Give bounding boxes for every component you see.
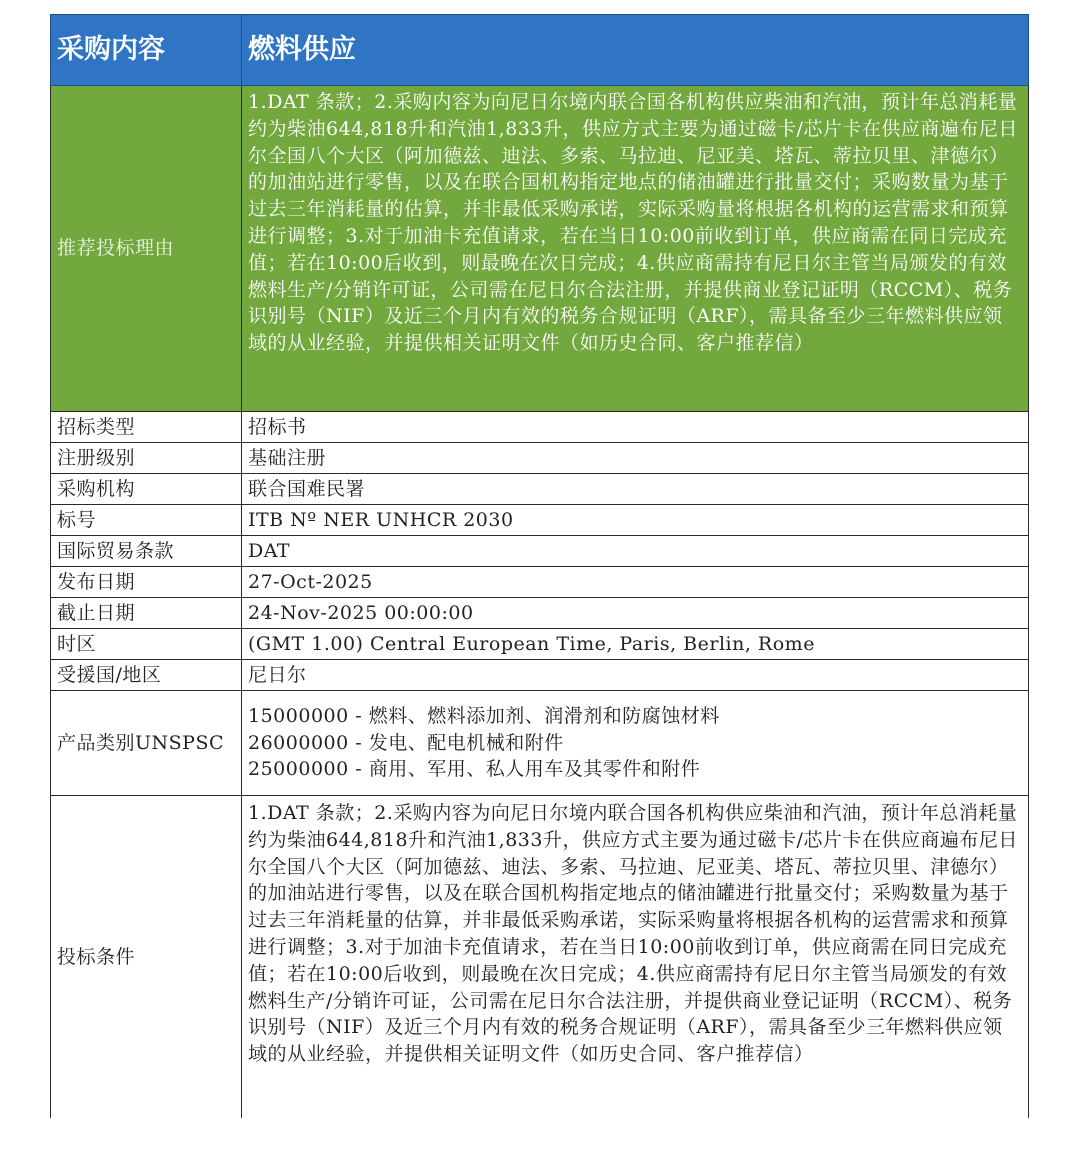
table-row (51, 691, 1029, 796)
tender-type-value: 招标书 (242, 412, 1029, 443)
conditions-row (51, 796, 1029, 1119)
table-row (51, 598, 1029, 629)
table-row (51, 474, 1029, 505)
table-row (51, 412, 1029, 443)
unspsc-label: 产品类别UNSPSC (51, 691, 242, 796)
conditions-text: 1.DAT 条款；2.采购内容为向尼日尔境内联合国各机构供应柴油和汽油，预计年总消耗量约为柴油644,818升和汽油1,833升，供应方式主要为通过磁卡/芯片卡在供应商遍布尼日尔全国八个大区（阿加德兹、迪法、多索、马拉迪、尼亚美、塔瓦、蒂拉贝里、津德尔）的加油站进行零售，以及在联合国机构指定地点的储油罐进行批量交付；采购数量为基于过去三年消耗量的估算，并非最低采购承诺，实际采购量将根据各机构的运营需求和预算进行调整；3.对于加油卡充值请求，若在当日10:00前收到订单，供应商需在同日完成充值；若在10:00后收到，则最晚在次日完成；4.供应商需持有尼日尔主管当局颁发的有效燃料生产/分销许可证，公司需在尼日尔合法注册，并提供商业登记证明（RCCM）、税务识别号（NIF）及近三个月内有效的税务合规证明（ARF），需具备至少三年燃料供应领域的从业经验，并提供相关证明文件（如历史合同、客户推荐信） (248, 802, 1018, 1066)
beneficiary-label: 受援国/地区 (51, 660, 242, 691)
timezone-value: (GMT 1.00) Central European Time, Paris, Berlin, Rome (242, 629, 1029, 660)
conditions-label: 投标条件 (51, 796, 242, 1119)
recommend-reason-value: 1.DAT 条款；2.采购内容为向尼日尔境内联合国各机构供应柴油和汽油，预计年总消耗量约为柴油644,818升和汽油1,833升，供应方式主要为通过磁卡/芯片卡在供应商遍布尼日尔全国八个大区（阿加德兹、迪法、多索、马拉迪、尼亚美、塔瓦、蒂拉贝里、津德尔）的加油站进行零售，以及在联合国机构指定地点的储油罐进行批量交付；采购数量为基于过去三年消耗量的估算，并非最低采购承诺，实际采购量将根据各机构的运营需求和预算进行调整；3.对于加油卡充值请求，若在当日10:00前收到订单，供应商需在同日完成充值；若在10:00后收到，则最晚在次日完成；4.供应商需持有尼日尔主管当局颁发的有效燃料生产/分销许可证，公司需在尼日尔合法注册，并提供商业登记证明（RCCM）、税务识别号（NIF）及近三个月内有效的税务合规证明（ARF），需具备至少三年燃料供应领域的从业经验，并提供相关证明文件（如历史合同、客户推荐信） (242, 86, 1029, 412)
tender-number-value: ITB Nº NER UNHCR 2030 (242, 505, 1029, 536)
unspsc-value (242, 691, 1029, 796)
conditions-value (242, 796, 1029, 1119)
tender-number-label: 标号 (51, 505, 242, 536)
incoterms-label: 国际贸易条款 (51, 536, 242, 567)
header-label: 采购内容 (51, 15, 242, 86)
tender-info-table (50, 14, 1029, 1118)
incoterms-value: DAT (242, 536, 1029, 567)
header-value: 燃料供应 (242, 15, 1029, 86)
publish-date-label: 发布日期 (51, 567, 242, 598)
table-row (51, 505, 1029, 536)
deadline-value: 24-Nov-2025 00:00:00 (242, 598, 1029, 629)
agency-label: 采购机构 (51, 474, 242, 505)
timezone-label: 时区 (51, 629, 242, 660)
unspsc-item: 15000000 - 燃料、燃料添加剂、润滑剂和防腐蚀材料 (248, 704, 720, 727)
recommend-reason-label: 推荐投标理由 (51, 86, 242, 412)
publish-date-value: 27-Oct-2025 (242, 567, 1029, 598)
registration-level-label: 注册级别 (51, 443, 242, 474)
unspsc-item: 26000000 - 发电、配电机械和附件 (248, 731, 564, 754)
recommend-reason-row (51, 86, 1029, 412)
unspsc-item: 25000000 - 商用、军用、私人用车及其零件和附件 (248, 758, 701, 781)
table-row (51, 567, 1029, 598)
table-row (51, 629, 1029, 660)
table-row (51, 443, 1029, 474)
tender-type-label: 招标类型 (51, 412, 242, 443)
agency-value: 联合国难民署 (242, 474, 1029, 505)
beneficiary-value: 尼日尔 (242, 660, 1029, 691)
table-row (51, 536, 1029, 567)
table-header-row (51, 15, 1029, 86)
table-row (51, 660, 1029, 691)
deadline-label: 截止日期 (51, 598, 242, 629)
registration-level-value: 基础注册 (242, 443, 1029, 474)
